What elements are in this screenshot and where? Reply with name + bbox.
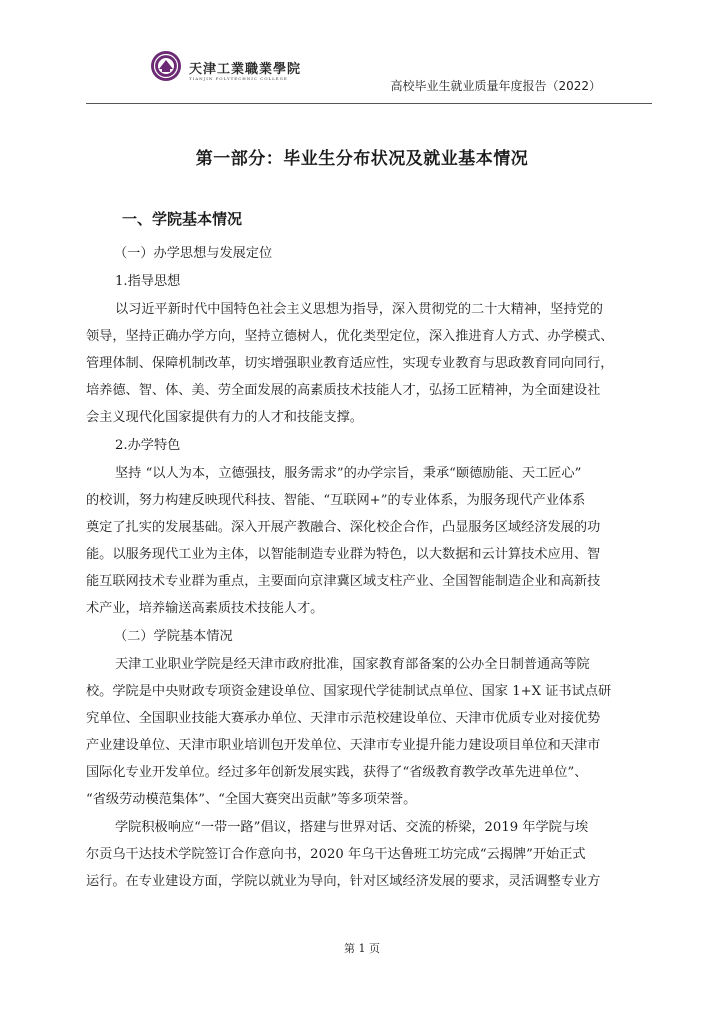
paragraph-line: 能互联网技术专业群为重点，主要面向京津冀区域支柱产业、全国智能制造企业和高新技 — [86, 574, 601, 589]
report-title: 高校毕业生就业质量年度报告（2022） — [390, 79, 601, 93]
paragraph-line: 管理体制、保障机制改革，切实增强职业教育适应性，实现专业教育与思政教育同向同行， — [86, 356, 614, 371]
paragraph-line: 产业建设单位、天津市职业培训包开发单位、天津市专业提升能力建设项目单位和天津市 — [86, 738, 601, 753]
paragraph-line: 奠定了扎实的发展基础。深入开展产教融合、深化校企合作，凸显服务区域经济发展的功 — [86, 520, 601, 535]
paragraph-line: “省级劳动模范集体”、“全国大赛突出贡献”等多项荣誉。 — [86, 792, 417, 807]
section-heading: 一、学院基本情况 — [122, 210, 243, 228]
paragraph-line: 术产业，培养输送高素质技术技能人才。 — [86, 601, 324, 616]
subsection-heading: （一）办学思想与发展定位 — [114, 246, 273, 261]
college-emblem-icon — [150, 50, 182, 82]
part-title: 第一部分：毕业生分布状况及就业基本情况 — [195, 149, 529, 169]
item-title: 1.指导思想 — [115, 274, 181, 289]
paragraph-line: 校。学院是中央财政专项资金建设单位、国家现代学徒制试点单位、国家 1+X 证书试点研 — [86, 684, 612, 699]
page-number: 第 1 页 — [344, 942, 380, 955]
subsection-heading: （二）学院基本情况 — [114, 629, 233, 644]
item-title: 2.办学特色 — [115, 438, 181, 453]
paragraph-line: 领导，坚持正确办学方向，坚持立德树人，优化类型定位，深入推进育人方式、办学模式、 — [86, 329, 614, 344]
paragraph-line: 会主义现代化国家提供有力的人才和技能支撑。 — [86, 410, 363, 425]
college-name-logo: 天津工業職業學院 — [189, 62, 302, 77]
paragraph-line: 尔贡乌干达技术学院签订合作意向书，2020 年乌干达鲁班工坊完成“云揭牌”开始正式 — [86, 847, 586, 862]
paragraph-line: 的校训，努力构建反映现代科技、智能、“互联网+”的专业体系，为服务现代产业体系 — [86, 493, 586, 508]
paragraph-line: 能。以服务现代工业为主体，以智能制造专业群为特色，以大数据和云计算技术应用、智 — [86, 547, 601, 562]
page-header — [0, 0, 724, 110]
college-name-english: TIANJIN POLYTECHNIC COLLEGE — [189, 76, 288, 81]
paragraph-line: 国际化专业开发单位。经过多年创新发展实践，获得了“省级教育教学改革先进单位”、 — [86, 765, 588, 780]
paragraph-line: 培养德、智、体、美、劳全面发展的高素质技术技能人才，弘扬工匠精神，为全面建设社 — [86, 383, 601, 398]
paragraph-line: 天津工业职业学院是经天津市政府批准，国家教育部备案的公办全日制普通高等院 — [115, 657, 590, 672]
header-divider — [86, 103, 652, 104]
paragraph-line: 运行。在专业建设方面，学院以就业为导向，针对区域经济发展的要求，灵活调整专业方 — [86, 874, 601, 889]
paragraph-line: 以习近平新时代中国特色社会主义思想为指导，深入贯彻党的二十大精神，坚持党的 — [115, 302, 603, 317]
paragraph-line: 坚持 “以人为本，立德强技，服务需求”的办学宗旨，秉承“颐德励能、天工匠心” — [115, 466, 582, 481]
paragraph-line: 学院积极响应“一带一路”倡议，搭建与世界对话、交流的桥梁，2019 年学院与埃 — [115, 820, 589, 835]
paragraph-line: 究单位、全国职业技能大赛承办单位、天津市示范校建设单位、天津市优质专业对接优势 — [86, 711, 601, 726]
